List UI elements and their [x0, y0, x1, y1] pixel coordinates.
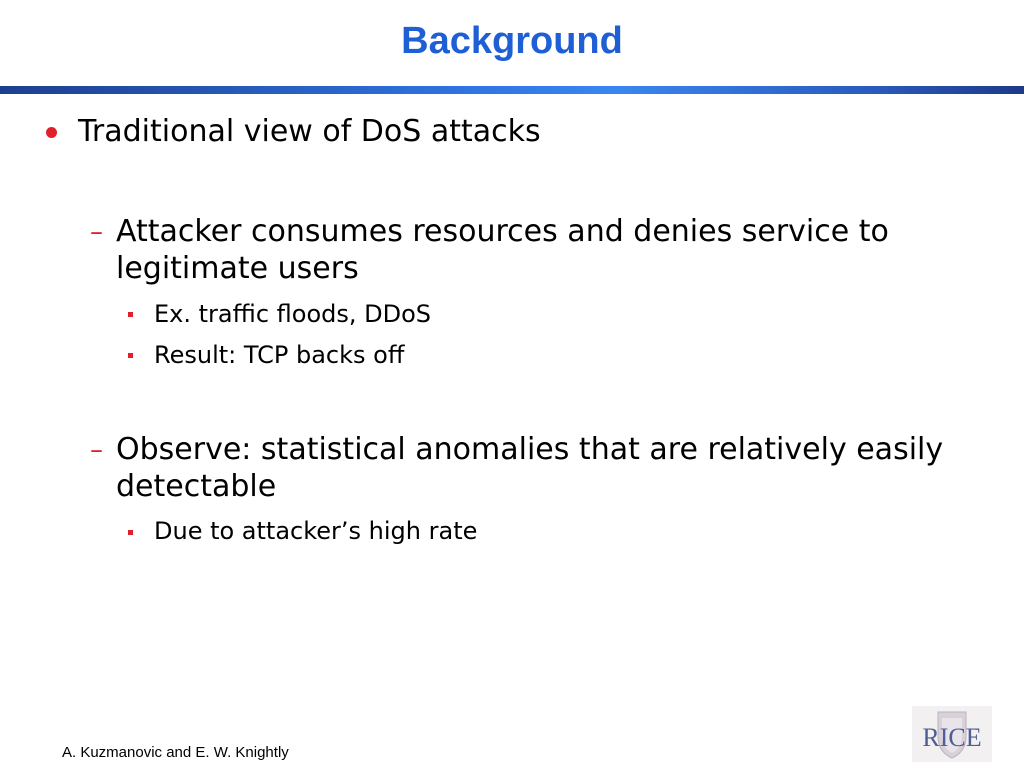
square-bullet-icon	[128, 530, 133, 535]
bullet-level2-attacker: Attacker consumes resources and denies service to legitimate users	[116, 214, 889, 286]
dash-bullet-icon: –	[90, 435, 103, 465]
bullet-level3-tcp-backs-off: Result: TCP backs off	[154, 341, 405, 369]
square-bullet-icon	[128, 353, 133, 358]
footer-authors: A. Kuzmanovic and E. W. Knightly	[62, 744, 289, 761]
bullet-level2-observe: Observe: statistical anomalies that are relatively easily detectable	[116, 432, 944, 504]
logo-text: RICE	[922, 723, 982, 752]
slide-title: Background	[401, 20, 623, 62]
bullet-dot-icon	[46, 127, 57, 138]
bullet-level1: Traditional view of DoS attacks	[78, 114, 541, 149]
bullet-level3-traffic-floods: Ex. traffic floods, DDoS	[154, 300, 431, 328]
square-bullet-icon	[128, 312, 133, 317]
dash-bullet-icon: –	[90, 217, 103, 247]
bullet-level3-attacker-rate: Due to attacker’s high rate	[154, 517, 478, 545]
rice-logo	[912, 706, 992, 762]
rice-shield-icon	[912, 706, 992, 762]
